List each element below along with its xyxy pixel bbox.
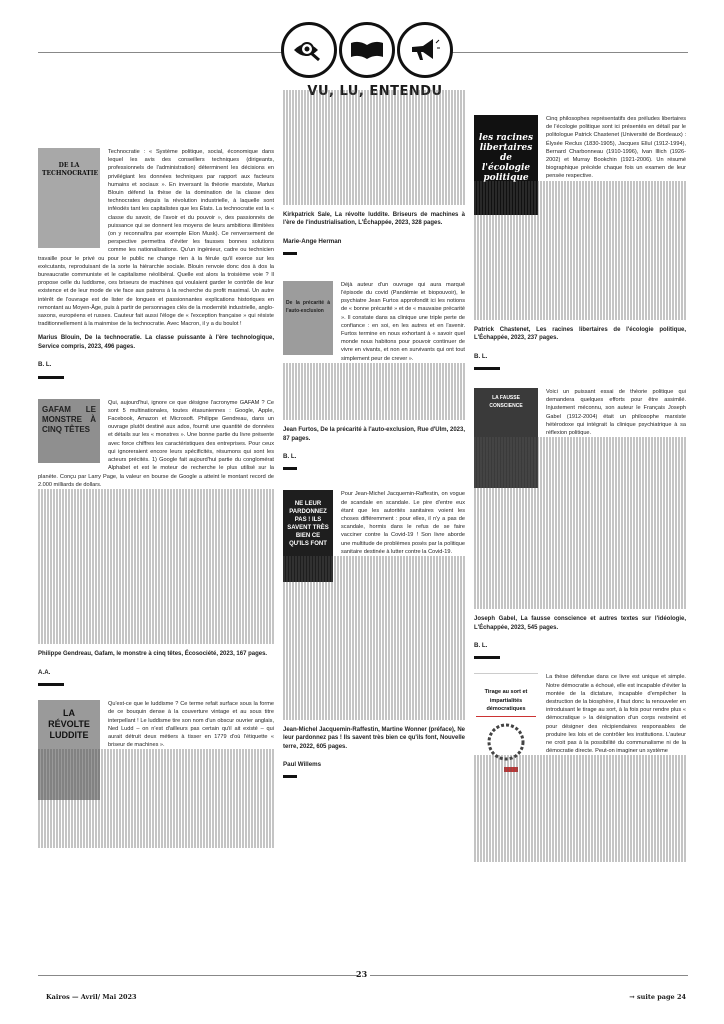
section-title: VU, LU, ENTENDU [307, 84, 443, 99]
review-text: Qui, aujourd'hui, ignore ce que désigne l'acronyme GAFAM ? Ce sont 5 multinationales, toutes étasuniennes : Google, Apple, Facebook, Amazon et Microsoft. Philippe Gendreau, dans un ouvrage plutôt destiné aux ados, fournit une quantité de données et détails sur les « monstres ». Une bonne partie du livre présente avec force chiffres les caractéristiques des entreprises. Pour ceux qui ignoreraient encore leurs spécificités, résumons qui sont les acteurs précités. 1) Google fait aujourd'hui partie du conglomérat Alphabet et est le moteur de recherche le plus utilisé sur la planète. Conçu par Larry Page, la valeur en bourse de Google a atteint le montant record de 2.000 milliards de dollars. [38, 399, 274, 488]
separator-rule [283, 467, 297, 470]
reviewer-signature: B. L. [474, 352, 488, 360]
review-racines [474, 115, 686, 370]
cover-red-rule [476, 716, 536, 717]
separator-rule [283, 252, 297, 255]
header-rule-right [452, 52, 688, 53]
separator-rule [474, 656, 500, 659]
reviewer-signature: B. L. [474, 642, 488, 650]
publication-info: Kairos — Avril/ Mai 2023 [46, 993, 137, 1001]
section-icons [281, 22, 453, 78]
separator-rule [38, 683, 64, 686]
column-middle [283, 90, 465, 778]
reviewer-signature: B. L. [38, 361, 52, 369]
book-caption: Joseph Gabel, La fausse conscience et autres textes sur l'idéologie, L'Échappée, 2023, 545 pages. [474, 616, 686, 631]
book-caption: Jean-Michel Jacquemin-Raffestin, Martine Wonner (préface), Ne leur pardonnez pas ! Ils savent très bien ce qu'ils font, Nouvelle terre, 2022, 605 pages. [283, 726, 465, 750]
eye-magnifier-icon [281, 22, 337, 78]
review-fausse-conscience [474, 388, 686, 659]
book-cover: les racines libertaires de l'écologie politique [474, 115, 538, 215]
book-caption: Patrick Chastenet, Les racines libertaires de l'écologie politique, L'Échappée, 2023, 237 pages. [474, 326, 686, 342]
review-text: Qu'est-ce que le luddisme ? Ce terme refait surface sous la forme de ce bouquin dense à la couverture vintage et au sous titre interpellant ! Le luddisme tire son nom d'un obscur ouvrier anglais, Ned Ludd – on n'est d'ailleurs pas certain qu'il ait existé – qui aurait détruit deux métiers à tisser en 1779 d'où l'étiquette « briseur de machines ». [108, 701, 274, 749]
book-caption: Marius Blouin, De la technocratie. La classe puissante à l'ère technologique, Service compris, 2023, 496 pages. [38, 335, 274, 350]
book-cover: GAFAM LE MONSTRE À CINQ TÊTES [38, 399, 100, 463]
column-left [38, 90, 274, 848]
footer-rule-right [370, 975, 688, 976]
header-rule-left [38, 52, 282, 53]
megaphone-icon [397, 22, 453, 78]
separator-rule [474, 367, 500, 370]
review-precarite [283, 281, 465, 471]
review-text: Technocratie : « Système politique, social, économique dans lequel les avis des conseillers techniques (dirigeants, professionnels de l'administration) déterminent les décisions en privilégiant les données techniques par rapport aux facteurs humains et sociaux ». En inversant la théorie marxiste, Marius Blouin défend la thèse de la domination de la classe des technocrates depuis la révolution industrielle, à laquelle sont inféodés tant les capitalistes que les États. La technocratie est la « classe du savoir, de l'avoir et du pouvoir », des passionnés de puissance qui se donnent les moyens de leurs ambitions illimitées (on y reconnaîtra par exemple Elon Musk). Ce renversement de perspective permettra d'éviter les fausses bonnes solutions comme les nationalisations. Qu'un ingénieur, cadre ou technicien travaille pour le privé ou pour le public ne change rien à la férule qu'il exerce sur les exécutants, reproduisant de la sorte la hiérarchie sociale. Blouin renvoie donc dos à dos la bureaucratie communiste et le capitalisme néolibéral. Quelle est alors la troisième voie ? Il propose celle du luddisme, ces briseurs de machines qui voulaient garder le contrôle de leur existence et de leur mode de vie face aux patrons à la recherche du profit maximal. Un autre intérêt de l'ouvrage est de lister de longues et passionnantes explications historiques en remontant au Moyen-Âge, puis à partir de personnages clés de la modernité industrielle, anglo-saxons, européens et russes. Cauteur fait aussi l'éloge de « l'exception française » qui résiste traditionnellement à la mainmise de la technocratie. Avec Macron, il y a du boulot ! [38, 149, 274, 328]
review-pardonnez [283, 490, 465, 778]
open-book-icon [339, 22, 395, 78]
book-cover: LA RÉVOLTE LUDDITE [38, 700, 100, 800]
book-caption: Philippe Gendreau, Gafam, le monstre à cinq têtes, Écosociété, 2023, 167 pages. [38, 651, 268, 658]
reviewer-signature: B. L. [283, 453, 297, 461]
cover-title: Tirage au sort et impartialités démocratiques [484, 689, 528, 712]
review-luddite [38, 700, 274, 847]
continued-link[interactable]: → suite page 24 [629, 993, 686, 1001]
reviewer-signature: A.A. [38, 668, 51, 676]
review-technocratie [38, 148, 274, 379]
review-text: Pour Jean-Michel Jacquemin-Raffestin, on vogue de scandale en scandale. Le pire d'entre eux étant que les autorités sanitaires voient les choses différemment : pour elles, il n'y a pas de scandale, hormis dans le refus de se faire vacciner contre la Covid-19 ! Son livre aborde une multitude de problèmes posés par la politique sanitaire destinée à lutter contre la Covid-19. [341, 491, 465, 555]
review-text: La thèse défendue dans ce livre est unique et simple. Notre démocratie a échoué, elle est incapable d'éviter la montée de la dictature, incapable d'empêcher la destruction de la biosphère, il faut donc la renouveler en introduisant le tirage au sort, à la fois pour rendre plus « démocratique » la désignation d'un corps restreint et pour désigner des récipiendaires responsables de produire les lois et de contrôler les institutions. L'auteur ne croit pas à la possibilité du communalisme ni de la démocratie directe. Peut-on imaginer un système [546, 674, 686, 755]
book-cover: DE LA TECHNOCRATIE [38, 148, 100, 248]
book-cover: NE LEUR PARDONNEZ PAS ! ILS SAVENT TRÈS BIEN CE QU'ILS FONT [283, 490, 333, 582]
review-tirage-au-sort [474, 673, 686, 861]
review-text: Cinq philosophes représentatifs des préludes libertaires de l'écologie politique sont ici présentés en détail par le politologue Patrick Chastenet (Université de Bordeaux) : Élysée Reclus (1830-1905), Jacques Ellul (1912-1994), Bernard Charbonneau (1910-1996), Ivan Illich (1926-2002) et Murray Bookchin (1921-2006). Un résumé biographique précède chaque fois un examen de leur pensée respective. [546, 116, 686, 180]
review-text: Voici un puissant essai de théorie politique qui demandera quelques efforts pour être assimilé. Injustement méconnu, son auteur le Français Joseph Gabel (1912-2004) était un philosophe marxiste hétérodoxe qui intégrait la clinique psychiatrique à sa réflexion politique. [546, 389, 686, 437]
reviewer-signature: Paul Willems [283, 761, 322, 769]
book-caption: Jean Furtos, De la précarité à l'auto-exclusion, Rue d'Ulm, 2023, 87 pages. [283, 427, 465, 442]
column-right [474, 93, 686, 862]
review-gafam [38, 399, 274, 687]
book-caption: Kirkpatrick Sale, La révolte luddite. Briseurs de machines à l'ère de l'industrialisation, L'Échappée, 2023, 328 pages. [283, 211, 465, 227]
separator-rule [283, 775, 297, 778]
book-cover: LA FAUSSE CONSCIENCE [474, 388, 538, 488]
separator-rule [38, 376, 64, 379]
page-number: 23 [356, 969, 368, 979]
review-text: Déjà auteur d'un ouvrage qui aura marqué l'épisode du covid (Pandémie et biopouvoir), le psychiatre Jean Furtos approfondit ici les notions de « bonne précarité » et de « mauvaise précarité ». Il constate dans sa clinique une triple perte de confiance : en soi, en les autres et en l'avenir. Furtos termine en nous exhortant à « savoir quel monde nous habitons pour pouvoir continuer de vivre en vivants, et non en survivants qui ont tout simplement peur de crever ». [341, 281, 465, 362]
reviewer-signature: Marie-Ange Herman [283, 237, 342, 245]
footer-rule-left [38, 975, 358, 976]
book-cover: De la précarité à l'auto-exclusion [283, 281, 333, 355]
